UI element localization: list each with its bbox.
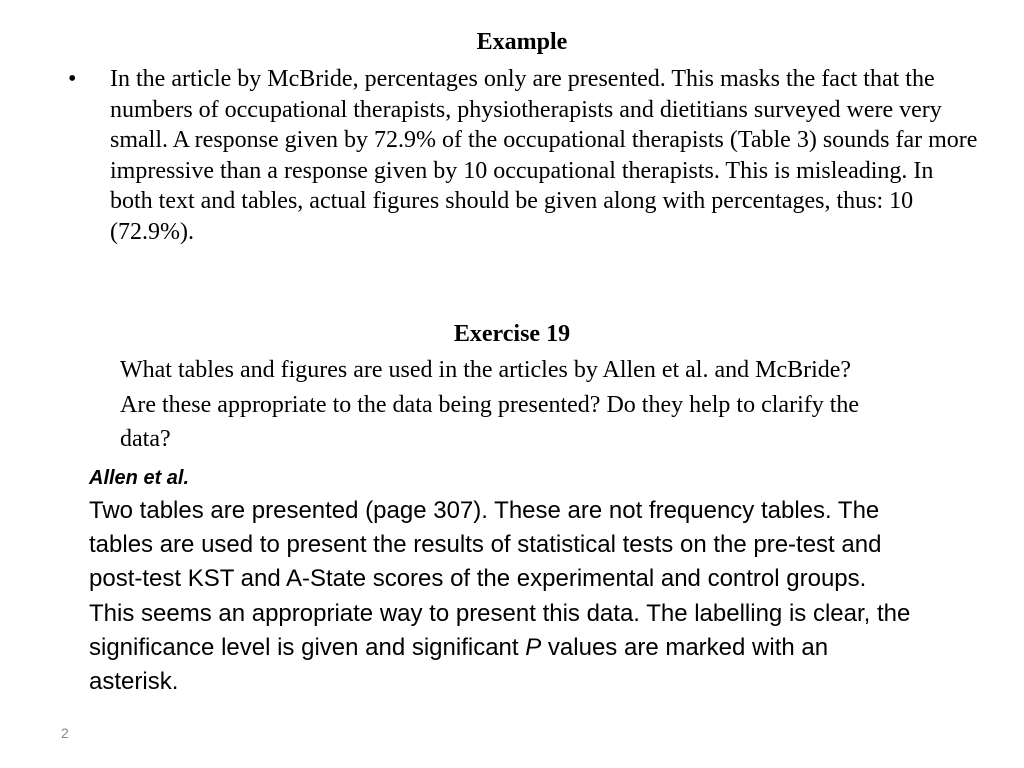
page-number: 2 <box>61 725 69 741</box>
answer-text-part-1: Two tables are presented (page 307). These are not frequency tables. The tables are used to present the results of statistical tests on the pre-test and post-test KST and A-State scores of the experimental and control groups. This seems an appropriate way to present this data. The labelling is clear, the significance level is given and significant <box>89 497 911 661</box>
answer-text <box>89 494 914 699</box>
example-heading: Example <box>476 29 568 55</box>
example-bullet-text: In the article by McBride, percentages only are presented. This masks the fact that the numbers of occupational therapists, physiotherapists and dietitians surveyed were very small. A response given by 72.9% of the occupational therapists (Table 3) sounds far more impressive than a response given by 10 occupational therapists. This is misleading. In both text and tables, actual figures should be given along with percentages, thus: 10 (72.9%). <box>110 66 978 245</box>
answer-text-part-2: values are marked with an asterisk. <box>89 633 829 696</box>
exercise-question: What tables and figures are used in the articles by Allen et al. and McBride? Are these appropriate to the data being presented? Do they help to clarify the data? <box>120 357 860 452</box>
answer-italic-p: P <box>525 633 542 661</box>
bullet-icon: • <box>68 66 77 92</box>
answer-label: Allen et al. <box>89 467 190 489</box>
example-bullet <box>68 64 978 247</box>
exercise-heading: Exercise 19 <box>453 321 571 347</box>
